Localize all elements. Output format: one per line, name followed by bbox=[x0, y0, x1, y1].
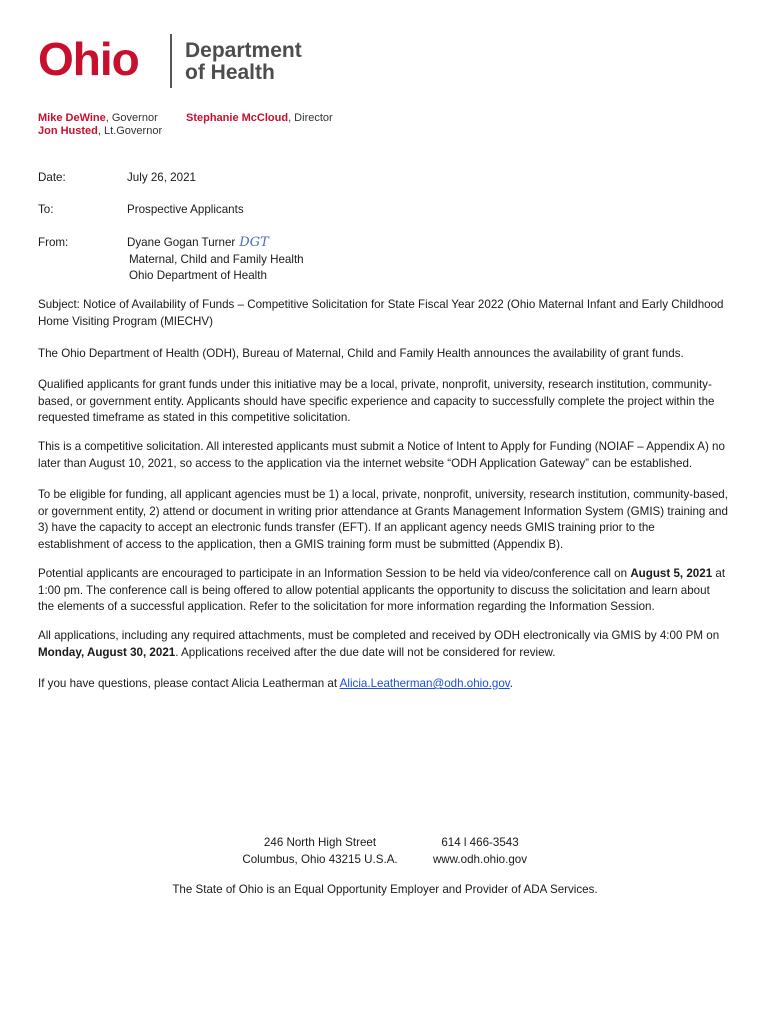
director-title: , Director bbox=[288, 112, 333, 124]
from-block bbox=[127, 235, 304, 285]
lt-governor-title: , Lt.Governor bbox=[97, 125, 163, 137]
paragraph-7-text-b: . bbox=[509, 677, 513, 690]
logo-divider bbox=[170, 34, 172, 88]
date-label: Date: bbox=[38, 171, 66, 184]
paragraph-7 bbox=[38, 676, 728, 693]
paragraph-5-text-b: at 1:00 pm. The conference call is being offered to allow potential applicants the opportunity to discuss the solicitation and learn about the elements of a successful application. Refer to the solicitation for more information regarding the Information Session. bbox=[38, 567, 726, 613]
phone-number: 614 l 466-3543 bbox=[441, 836, 519, 849]
governor-title: , Governor bbox=[105, 112, 158, 124]
governor-name: Mike DeWine bbox=[38, 112, 106, 124]
paragraph-6-text-a: All applications, including any required attachments, must be completed and received by ODH electronically via GMIS by 4:00 PM on bbox=[38, 629, 720, 642]
website: www.odh.ohio.gov bbox=[432, 853, 528, 866]
paragraph-6 bbox=[38, 628, 728, 661]
paragraph-7-text-a: If you have questions, please contact Alicia Leatherman at bbox=[38, 677, 340, 690]
dept-line-1: Department bbox=[185, 39, 302, 62]
signature-initials: DGT bbox=[239, 235, 269, 250]
footer-address bbox=[230, 834, 410, 868]
equal-opportunity-statement: The State of Ohio is an Equal Opportunity Employer and Provider of ADA Services. bbox=[172, 883, 598, 896]
dept-line-2: of Health bbox=[185, 61, 275, 84]
paragraph-5 bbox=[38, 566, 728, 616]
paragraph-2: Qualified applicants for grant funds under this initiative may be a local, private, nonprofit, university, research institution, community-based, or government entity. Applicants should have specific experience and capacity to successfully complete the project within the requested timeframe as stated in this competitive solicitation. bbox=[38, 378, 715, 424]
paragraph-3: This is a competitive solicitation. All interested applicants must submit a Notice of Intent to Apply for Funding (NOIAF – Appendix A) no later than August 10, 2021, so access to the application via the internet website “ODH Application Gateway” can be established. bbox=[38, 440, 725, 470]
to-label: To: bbox=[38, 203, 54, 216]
date-value: July 26, 2021 bbox=[127, 171, 196, 184]
lt-governor-name: Jon Husted bbox=[38, 125, 98, 137]
due-date: Monday, August 30, 2021 bbox=[38, 645, 176, 659]
from-department: Ohio Department of Health bbox=[129, 269, 267, 282]
footer-contact bbox=[420, 834, 540, 868]
paragraph-6-text-b: . Applications received after the due date will not be considered for review. bbox=[175, 645, 556, 659]
to-value: Prospective Applicants bbox=[127, 203, 244, 216]
info-session-date: August 5, 2021 bbox=[630, 567, 713, 580]
director-name: Stephanie McCloud bbox=[186, 112, 289, 124]
from-label: From: bbox=[38, 236, 69, 249]
ohio-logo: Ohio bbox=[38, 33, 139, 85]
paragraph-5-text-a: Potential applicants are encouraged to participate in an Information Session to be held via video/conference call on bbox=[38, 567, 631, 580]
from-name: Dyane Gogan Turner bbox=[127, 236, 236, 249]
contact-email-link[interactable]: Alicia.Leatherman@odh.ohio.gov bbox=[339, 677, 510, 690]
paragraph-4: To be eligible for funding, all applicant agencies must be 1) a local, private, nonprofit, university, research institution, community-based, or government entity, 2) attend or document in writing prior attendance at Grants Management Information System (GMIS) training and 3) have the capacity to accept an electronic funds transfer (EFT). If an applicant agency needs GMIS training prior to the establishment of access to the application, then a GMIS training form must be submitted (Appendix B). bbox=[38, 488, 728, 551]
subject-line: Subject: Notice of Availability of Funds – Competitive Solicitation for State Fiscal Year 2022 (Ohio Maternal Infant and Early Childhood Home Visiting Program (MIECHV) bbox=[38, 298, 724, 328]
address-line-2: Columbus, Ohio 43215 U.S.A. bbox=[242, 853, 398, 866]
paragraph-1: The Ohio Department of Health (ODH), Bureau of Maternal, Child and Family Health announces the availability of grant funds. bbox=[38, 347, 684, 360]
governor-block bbox=[38, 112, 162, 138]
department-name bbox=[185, 40, 302, 84]
director-block bbox=[186, 112, 333, 125]
address-line-1: 246 North High Street bbox=[263, 836, 377, 849]
from-division: Maternal, Child and Family Health bbox=[129, 252, 304, 266]
